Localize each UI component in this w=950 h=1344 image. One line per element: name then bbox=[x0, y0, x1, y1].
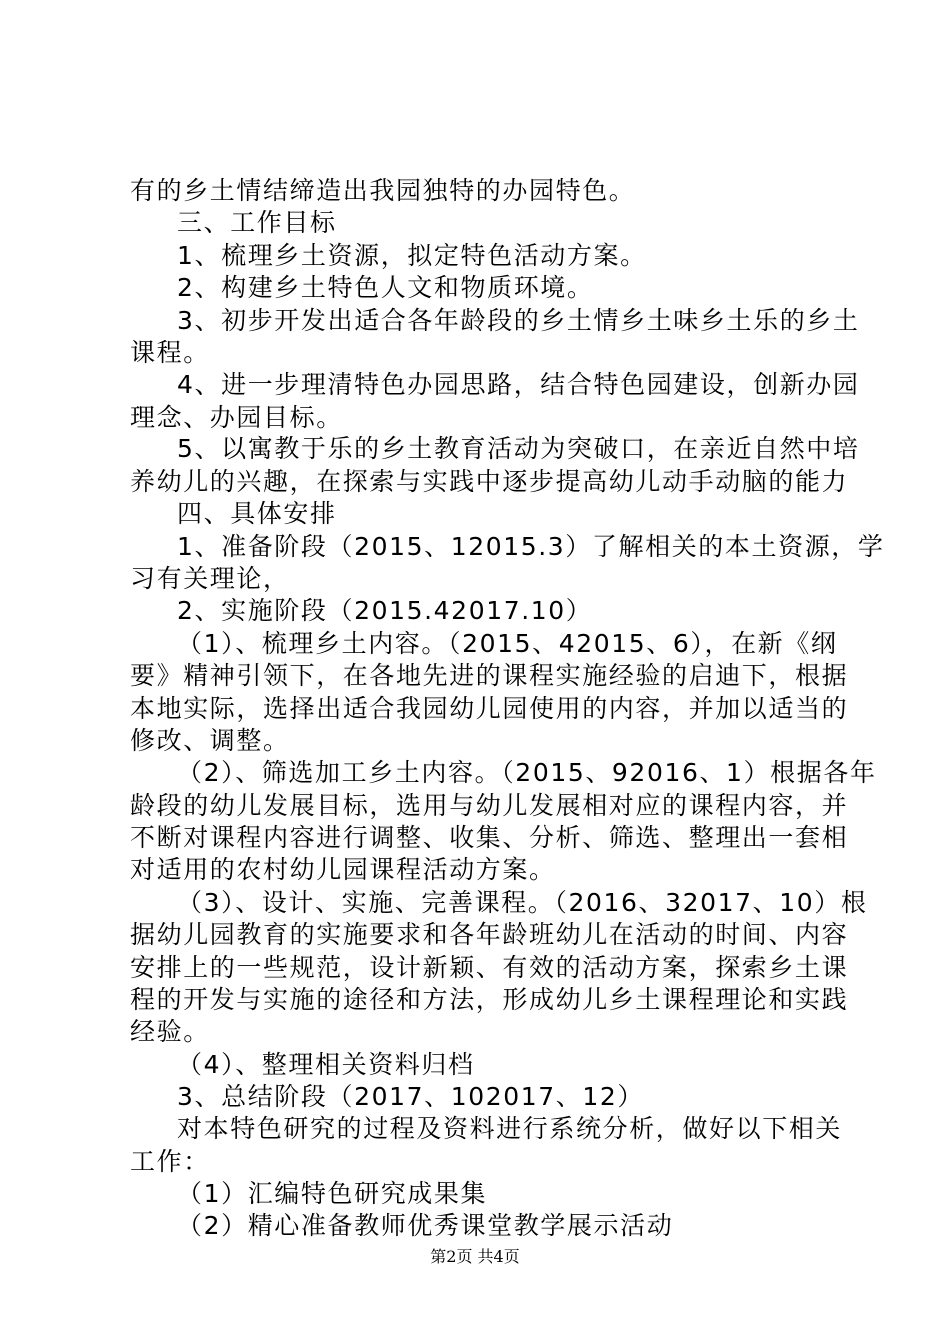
text-line: （2）、筛选加工乡土内容。（2015、92016、1）根据各年 bbox=[177, 758, 877, 787]
text-line: 1、梳理乡土资源，拟定特色活动方案。 bbox=[177, 241, 647, 270]
text-line: 4、进一步理清特色办园思路，结合特色园建设，创新办园 bbox=[177, 370, 860, 399]
text-line: 经验。 bbox=[130, 1017, 210, 1046]
text-line: 养幼儿的兴趣，在探索与实践中逐步提高幼儿动手动脑的能力 bbox=[130, 467, 849, 496]
text-line: 修改、调整。 bbox=[130, 726, 290, 755]
text-line: 1、准备阶段（2015、12015.3）了解相关的本土资源，学 bbox=[177, 532, 885, 561]
text-line: 对适用的农村幼儿园课程活动方案。 bbox=[130, 855, 556, 884]
text-line: 2、实施阶段（2015.42017.10） bbox=[177, 596, 593, 625]
text-line: 不断对课程内容进行调整、收集、分析、筛选、整理出一套相 bbox=[130, 823, 849, 852]
text-line: （1）、梳理乡土内容。（2015、42015、6），在新《纲 bbox=[177, 629, 838, 658]
text-line: （4）、整理相关资料归档 bbox=[177, 1050, 475, 1079]
text-line: 安排上的一些规范，设计新颖、有效的活动方案，探索乡土课 bbox=[130, 953, 849, 982]
text-line: （3）、设计、实施、完善课程。（2016、32017、10）根 bbox=[177, 888, 868, 917]
text-line: 工作： bbox=[130, 1147, 210, 1176]
text-line: 2、构建乡土特色人文和物质环境。 bbox=[177, 273, 594, 302]
text-line: 要》精神引领下，在各地先进的课程实施经验的启迪下，根据 bbox=[130, 661, 849, 690]
text-line: 有的乡土情结缔造出我园独特的办园特色。 bbox=[130, 176, 636, 205]
text-line: 3、总结阶段（2017、102017、12） bbox=[177, 1082, 644, 1111]
page-footer: 第2页 共4页 bbox=[430, 1247, 520, 1266]
text-line: 习有关理论， bbox=[130, 564, 290, 593]
text-line: 理念、办园目标。 bbox=[130, 403, 343, 432]
text-line: 程的开发与实施的途径和方法，形成幼儿乡土课程理论和实践 bbox=[130, 985, 849, 1014]
text-line: 5、以寓教于乐的乡土教育活动为突破口，在亲近自然中培 bbox=[177, 434, 860, 463]
text-line: 龄段的幼儿发展目标，选用与幼儿发展相对应的课程内容，并 bbox=[130, 791, 849, 820]
text-line: 3、初步开发出适合各年龄段的乡土情乡土味乡土乐的乡土 bbox=[177, 306, 860, 335]
text-line: 对本特色研究的过程及资料进行系统分析，做好以下相关 bbox=[177, 1114, 843, 1143]
text-line: 本地实际，选择出适合我园幼儿园使用的内容，并加以适当的 bbox=[130, 694, 849, 723]
section-heading: 三、工作目标 bbox=[177, 208, 337, 237]
section-heading: 四、具体安排 bbox=[177, 499, 337, 528]
text-line: 据幼儿园教育的实施要求和各年龄班幼儿在活动的时间、内容 bbox=[130, 920, 849, 949]
text-line: 课程。 bbox=[130, 338, 210, 367]
text-line: （1）汇编特色研究成果集 bbox=[177, 1179, 488, 1208]
text-line: （2）精心准备教师优秀课堂教学展示活动 bbox=[177, 1211, 674, 1240]
